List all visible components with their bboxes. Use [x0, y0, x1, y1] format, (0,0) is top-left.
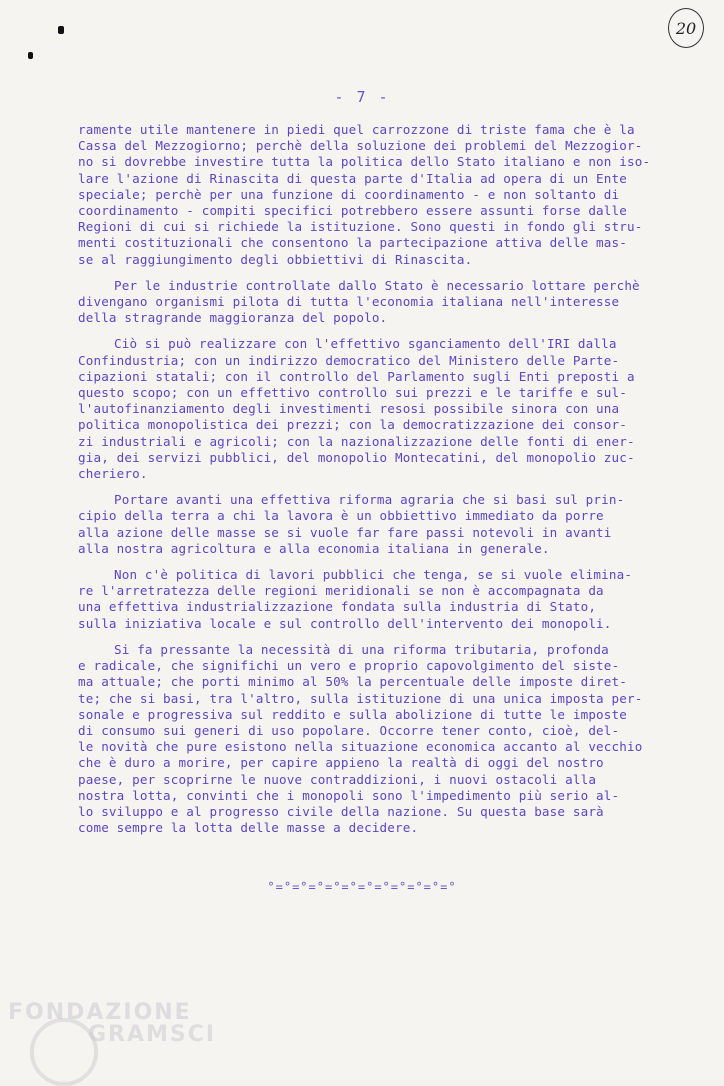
text-line: te; che si basi, tra l'altro, sulla istituzione di una unica imposta per-: [78, 690, 643, 706]
ink-dot-mark: [58, 26, 64, 34]
text-line: una effettiva industrializzazione fondata sulla industria di Stato,: [78, 599, 597, 615]
page-number: - 7 -: [334, 88, 390, 106]
paragraph: [78, 492, 690, 557]
text-line: no si dovrebbe investire tutta la politica dello Stato italiano e non iso-: [78, 154, 651, 170]
text-line: alla azione delle masse se si vuole far fare passi notevoli in avanti: [78, 524, 612, 540]
text-line: l'autofinanziamento degli investimenti resosi possibile sinora con una: [78, 401, 620, 417]
text-line: zi industriali e agricoli; con la nazionalizzazione delle fonti di ener-: [78, 433, 635, 449]
text-line: Ciò si può realizzare con l'effettivo sganciamento dell'IRI dalla: [114, 336, 617, 352]
text-line: speciale; perchè per una funzione di coordinamento - e non soltanto di: [78, 186, 620, 202]
text-line: che è duro a morire, per capire appieno la realtà di oggi del nostro: [78, 755, 604, 771]
watermark-line-1: FONDAZIONE: [8, 1000, 192, 1025]
text-line: Cassa del Mezzogiorno; perchè della soluzione dei problemi del Mezzogior-: [78, 138, 643, 154]
text-line: cipio della terra a chi la lavora è un obbiettivo immediato da porre: [78, 508, 604, 524]
paragraph: [78, 278, 690, 327]
text-line: ma attuale; che porti minimo al 50% la percentuale delle imposte diret-: [78, 674, 627, 690]
text-line: nostra lotta, convinti che i monopoli sono l'impedimento più serio al-: [78, 787, 620, 803]
text-line: cheriero.: [78, 466, 148, 482]
text-line: menti costituzionali che consentono la partecipazione attiva delle mas-: [78, 235, 627, 251]
paragraph: [78, 122, 690, 268]
text-line: politica monopolistica dei prezzi; con la democratizzazione dei consor-: [78, 417, 627, 433]
text-line: della stragrande maggioranza del popolo.: [78, 310, 388, 326]
text-line: Portare avanti una effettiva riforma agraria che si basi sul prin-: [114, 492, 625, 508]
text-line: di consumo sui generi di uso popolare. Occorre tener conto, cioè, del-: [78, 722, 620, 738]
ink-dot-mark-2: [28, 52, 33, 59]
text-line: sonale e progressiva sul reddito e sulla abolizione di tutte le imposte: [78, 706, 627, 722]
text-line: coordinamento - compiti specifici potrebbero essere assunti forse dalle: [78, 203, 627, 219]
text-line: divengano organismi pilota di tutta l'economia italiana nell'interesse: [78, 294, 620, 310]
text-line: le novità che pure esistono nella situazione economica accanto al vecchio: [78, 739, 643, 755]
text-line: e radicale, che significhi un vero e proprio capovolgimento del siste-: [78, 658, 620, 674]
text-line: lo sviluppo e al progresso civile della nazione. Su questa base sarà: [78, 803, 604, 819]
text-line: Per le industrie controllate dallo Stato è necessario lottare perchè: [114, 277, 640, 293]
text-line: ramente utile mantenere in piedi quel carrozzone di triste fama che è la: [78, 122, 635, 137]
paragraph: [78, 336, 690, 482]
text-line: se al raggiungimento degli obbiettivi di Rinascita.: [78, 251, 473, 267]
text-line: lare l'azione di Rinascita di questa parte d'Italia ad opera di un Ente: [78, 170, 627, 186]
text-line: sulla iniziativa locale e sul controllo dell'intervento dei monopoli.: [78, 615, 612, 631]
text-line: paese, per scoprirne le nuove contraddizioni, i nuovi ostacoli alla: [78, 771, 597, 787]
text-line: cipazioni statali; con il controllo del Parlamento sugli Enti preposti a: [78, 368, 635, 384]
text-line: re l'arretratezza delle regioni meridionali se non è accompagnata da: [78, 583, 604, 599]
text-line: Si fa pressante la necessità di una riforma tributaria, profonda: [114, 641, 609, 657]
text-line: gia, dei servizi pubblici, del monopolio Montecatini, del monopolio zuc-: [78, 449, 635, 465]
watermark-line-2: GRAMSCI: [88, 1022, 217, 1047]
archive-page-number: 20: [668, 8, 704, 48]
closing-separator: °=°=°=°=°=°=°=°=°=°=°=°: [267, 880, 457, 894]
text-line: come sempre la lotta delle masse a decidere.: [78, 820, 419, 836]
text-line: Non c'è politica di lavori pubblici che tenga, se si vuole elimina-: [114, 567, 633, 583]
paragraph: [78, 642, 690, 836]
paragraph: [78, 567, 690, 632]
text-line: Confindustria; con un indirizzo democratico del Ministero delle Parte-: [78, 352, 620, 368]
text-line: questo scopo; con un effettivo controllo sui prezzi e le tariffe e sul-: [78, 385, 627, 401]
text-line: Regioni di cui si richiede la istituzione. Sono questi in fondo gli stru-: [78, 219, 643, 235]
text-line: alla nostra agricoltura e alla economia italiana in generale.: [78, 540, 550, 556]
typed-body-text: [78, 122, 690, 836]
